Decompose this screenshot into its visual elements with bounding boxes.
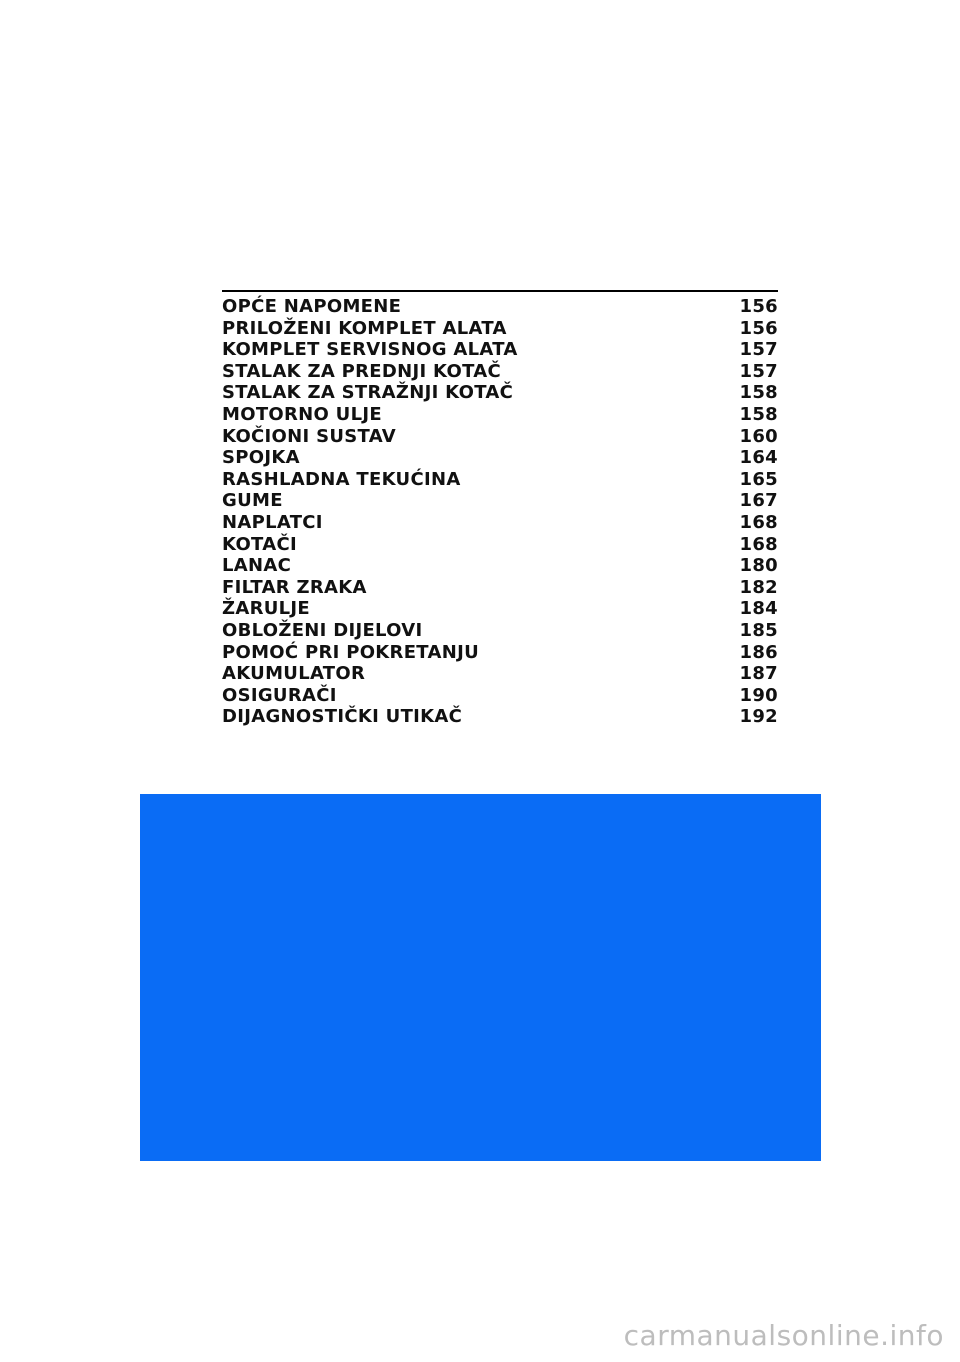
toc-entry-title: MOTORNO ULJE — [222, 403, 382, 425]
toc-entry[interactable] — [222, 598, 778, 620]
toc-entry-page: 182 — [739, 576, 778, 598]
toc-entry[interactable] — [222, 426, 778, 448]
toc-entry-page: 168 — [739, 511, 778, 533]
toc-entry-title: PRILOŽENI KOMPLET ALATA — [222, 317, 507, 339]
toc-entry-title: KOTAČI — [222, 533, 297, 555]
toc-entry[interactable] — [222, 404, 778, 426]
toc-entry-title: KOČIONI SUSTAV — [222, 425, 396, 447]
toc-entry[interactable] — [222, 620, 778, 642]
toc-entry-page: 180 — [739, 555, 778, 577]
toc-entry-page: 157 — [739, 339, 778, 361]
toc-entry[interactable] — [222, 685, 778, 707]
toc-entry-page: 164 — [739, 447, 778, 469]
toc-entry-page: 190 — [739, 684, 778, 706]
toc-entry-title: GUME — [222, 490, 283, 512]
toc-entry-page: 168 — [739, 533, 778, 555]
toc-entry[interactable] — [222, 318, 778, 340]
toc-entry[interactable] — [222, 642, 778, 664]
toc-entry[interactable] — [222, 555, 778, 577]
toc-entry-page: 186 — [739, 641, 778, 663]
toc-entry-title: OBLOŽENI DIJELOVI — [222, 619, 423, 641]
toc-entry[interactable] — [222, 296, 778, 318]
toc-entry[interactable] — [222, 663, 778, 685]
toc-entry-title: OSIGURAČI — [222, 684, 337, 706]
toc-entry[interactable] — [222, 534, 778, 556]
toc-entry-title: NAPLATCI — [222, 511, 323, 533]
toc-entry[interactable] — [222, 339, 778, 361]
blue-chapter-panel — [140, 794, 821, 1161]
toc-entry-title: FILTAR ZRAKA — [222, 576, 367, 598]
toc-entry-page: 156 — [739, 296, 778, 317]
watermark-text: carmanualsonline.info — [623, 1319, 944, 1352]
toc-entry-page: 165 — [739, 468, 778, 490]
toc-entry-title: DIJAGNOSTIČKI UTIKAČ — [222, 706, 463, 728]
toc-entry[interactable] — [222, 382, 778, 404]
toc-entry-page: 184 — [739, 598, 778, 620]
toc-entry-page: 156 — [739, 317, 778, 339]
toc-entry[interactable] — [222, 447, 778, 469]
toc-entry-title: RASHLADNA TEKUĆINA — [222, 468, 461, 490]
toc-entry-page: 160 — [739, 425, 778, 447]
toc-entry[interactable] — [222, 469, 778, 491]
toc-entry-title: STALAK ZA STRAŽNJI KOTAČ — [222, 382, 514, 404]
toc-entry-page: 192 — [739, 706, 778, 728]
toc-entry-page: 167 — [739, 490, 778, 512]
toc-entry-page: 158 — [739, 403, 778, 425]
toc-entry-page: 187 — [739, 663, 778, 685]
toc-entry[interactable] — [222, 512, 778, 534]
toc-entry-title: STALAK ZA PREDNJI KOTAČ — [222, 360, 502, 382]
toc-entry-title: ŽARULJE — [222, 598, 311, 620]
toc-entry-page: 157 — [739, 360, 778, 382]
toc-entry[interactable] — [222, 577, 778, 599]
toc-entry[interactable] — [222, 706, 778, 728]
toc-entry-title: KOMPLET SERVISNOG ALATA — [222, 339, 518, 361]
toc-entry-title: AKUMULATOR — [222, 663, 366, 685]
toc-entry-page: 158 — [739, 382, 778, 404]
toc-entry-title: LANAC — [222, 555, 292, 577]
toc-entry[interactable] — [222, 490, 778, 512]
toc-entry-title: POMOĆ PRI POKRETANJU — [222, 641, 479, 663]
table-of-contents — [222, 290, 778, 728]
toc-entry-page: 185 — [739, 619, 778, 641]
toc-entry-title: OPĆE NAPOMENE — [222, 296, 402, 317]
toc-entry[interactable] — [222, 361, 778, 383]
toc-entry-title: SPOJKA — [222, 447, 300, 469]
